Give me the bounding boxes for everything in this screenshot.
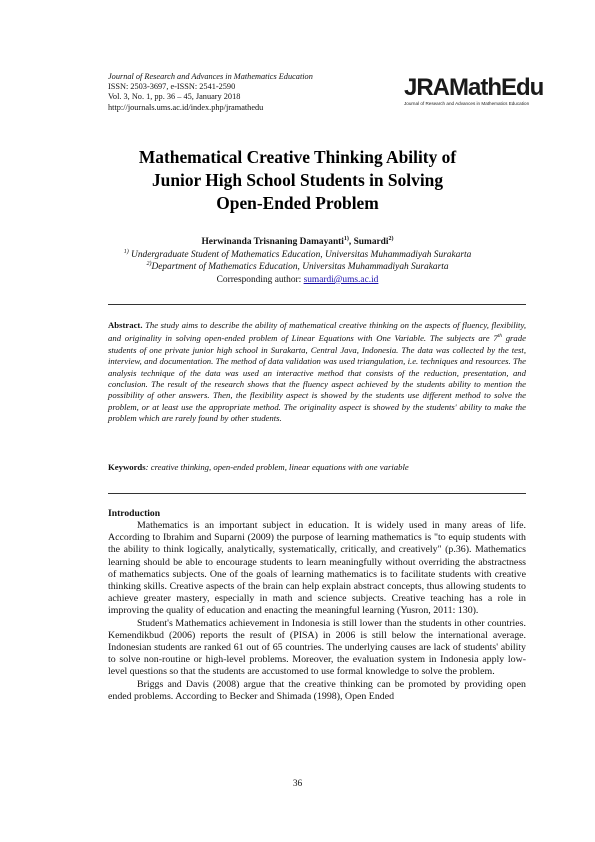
affiliation-1-text: Undergraduate Student of Mathematics Education, Universitas Muhammadiyah Surakarta <box>128 249 472 260</box>
paragraph-1: Mathematics is an important subject in education. It is widely used in many areas of life. According to Ibrahim and Suparni (2009) the purpose of learning mathematics is "to equip students with the ability to think logically, analytically, systematically, critically, and creatively" (p.36). Mathematics learning should be able to encourage students to learn meaningfully without overriding the abstractness of mathematics subjects. One of the goals of learning mathematics is to facilitate students with creative thinking skills. Creative aspects of the brain can help explain abstract concepts, thus allowing students to achieve greater mastery, especially in math and science subjects. Creative teaching has a role in improving the quality of education and enacting the meaningful learning (Yusron, 2011: 130). <box>108 520 526 617</box>
author-1: Herwinanda Trisnaning Damayanti <box>201 237 344 247</box>
logo-subtitle: Journal of Research and Advances in Mathematics Education <box>404 101 530 106</box>
corresponding-email-link[interactable]: sumardi@ums.ac.id <box>303 274 379 285</box>
journal-name: Journal of Research and Advances in Mathematics Education <box>108 72 313 81</box>
journal-url[interactable]: http://journals.ums.ac.id/index.php/jramathedu <box>108 102 264 112</box>
journal-logo <box>404 74 544 112</box>
author-1-sup: 1) <box>343 235 349 242</box>
author-names <box>90 236 505 249</box>
corresponding-label: Corresponding author: <box>216 274 304 285</box>
journal-volume: Vol. 3, No. 1, pp. 36 – 45, January 2018 <box>108 92 241 102</box>
paper-title <box>90 146 505 214</box>
author-separator: , <box>348 237 354 247</box>
abstract-text-b: grade students of one private junior high school in Surakarta, Central Java, Indonesia. The data was collected by the test, interview, and documentation. The method of data validation was used triangulation, i.e. techniques and resources. The analysis technique of the data was used an interactive method that consists of the reduction, presentation, and conclusion. The result of the research shows that the fluency aspect achieved by the students ability to mention the possibility of other answers. Then, the flexibility aspect is showed by the students use different method to solve the problem, or at least use the appropriate method. The originality aspect is showed by the students' ability to make the problem which are rarely found by other students. <box>108 333 526 424</box>
title-line-2: Junior High School Students in Solving <box>151 169 444 190</box>
logo-text: JRAMathEdu <box>404 74 544 101</box>
title-line-3: Open-Ended Problem <box>216 192 379 213</box>
introduction-body <box>108 520 526 703</box>
paragraph-3: Briggs and Davis (2008) argue that the creative thinking can be promoted by providing open ended problems. According to Becker and Shimada (1998), Open Ended <box>108 678 526 702</box>
author-2-sup: 2) <box>388 235 394 242</box>
paragraph-2: Student's Mathematics achievement in Indonesia is still lower than the students in other countries. Kemendikbud (2006) reports the result of (PISA) in 2006 is still below the international average. Indonesian students are ranked 61 out of 65 countries. The underlying causes are lack of students' ability to solve non-routine or high-level problems. Moreover, the evaluation system in Indonesia apply low-level questions so that the students are accustomed to use formal knowledge to solve the problem. <box>108 617 526 678</box>
journal-issn: ISSN: 2503-3697, e-ISSN: 2541-2590 <box>108 82 236 92</box>
affiliation-2-sup: 2) <box>146 261 152 268</box>
journal-info <box>108 72 313 113</box>
author-2: Sumardi <box>353 237 389 247</box>
affiliation-1-sup: 1) <box>123 248 129 255</box>
title-line-1: Mathematical Creative Thinking Ability of <box>138 147 457 167</box>
affiliation-1 <box>90 249 505 262</box>
page-number: 36 <box>292 779 303 789</box>
corresponding-author <box>90 274 505 287</box>
keywords-value: : creative thinking, open-ended problem, linear equations with one variable <box>145 462 409 472</box>
authors-block <box>90 236 505 286</box>
affiliation-2 <box>90 261 505 274</box>
keywords-label: Keywords <box>108 462 146 472</box>
affiliation-2-text: Department of Mathematics Education, Universitas Muhammadiyah Surakarta <box>151 262 449 273</box>
abstract-text-a: The study aims to describe the ability of mathematical creative thinking on the aspects of fluency, flexibility, and originality in solving open-ended problem of Linear Equations with One Variable. The subjects are 7 <box>108 320 526 344</box>
divider-top <box>108 304 526 305</box>
keywords <box>108 462 526 473</box>
abstract <box>108 320 526 425</box>
abstract-sup: th <box>497 333 502 340</box>
abstract-label: Abstract. <box>108 320 143 330</box>
section-heading-introduction: Introduction <box>108 508 161 519</box>
divider-bottom <box>108 493 526 494</box>
